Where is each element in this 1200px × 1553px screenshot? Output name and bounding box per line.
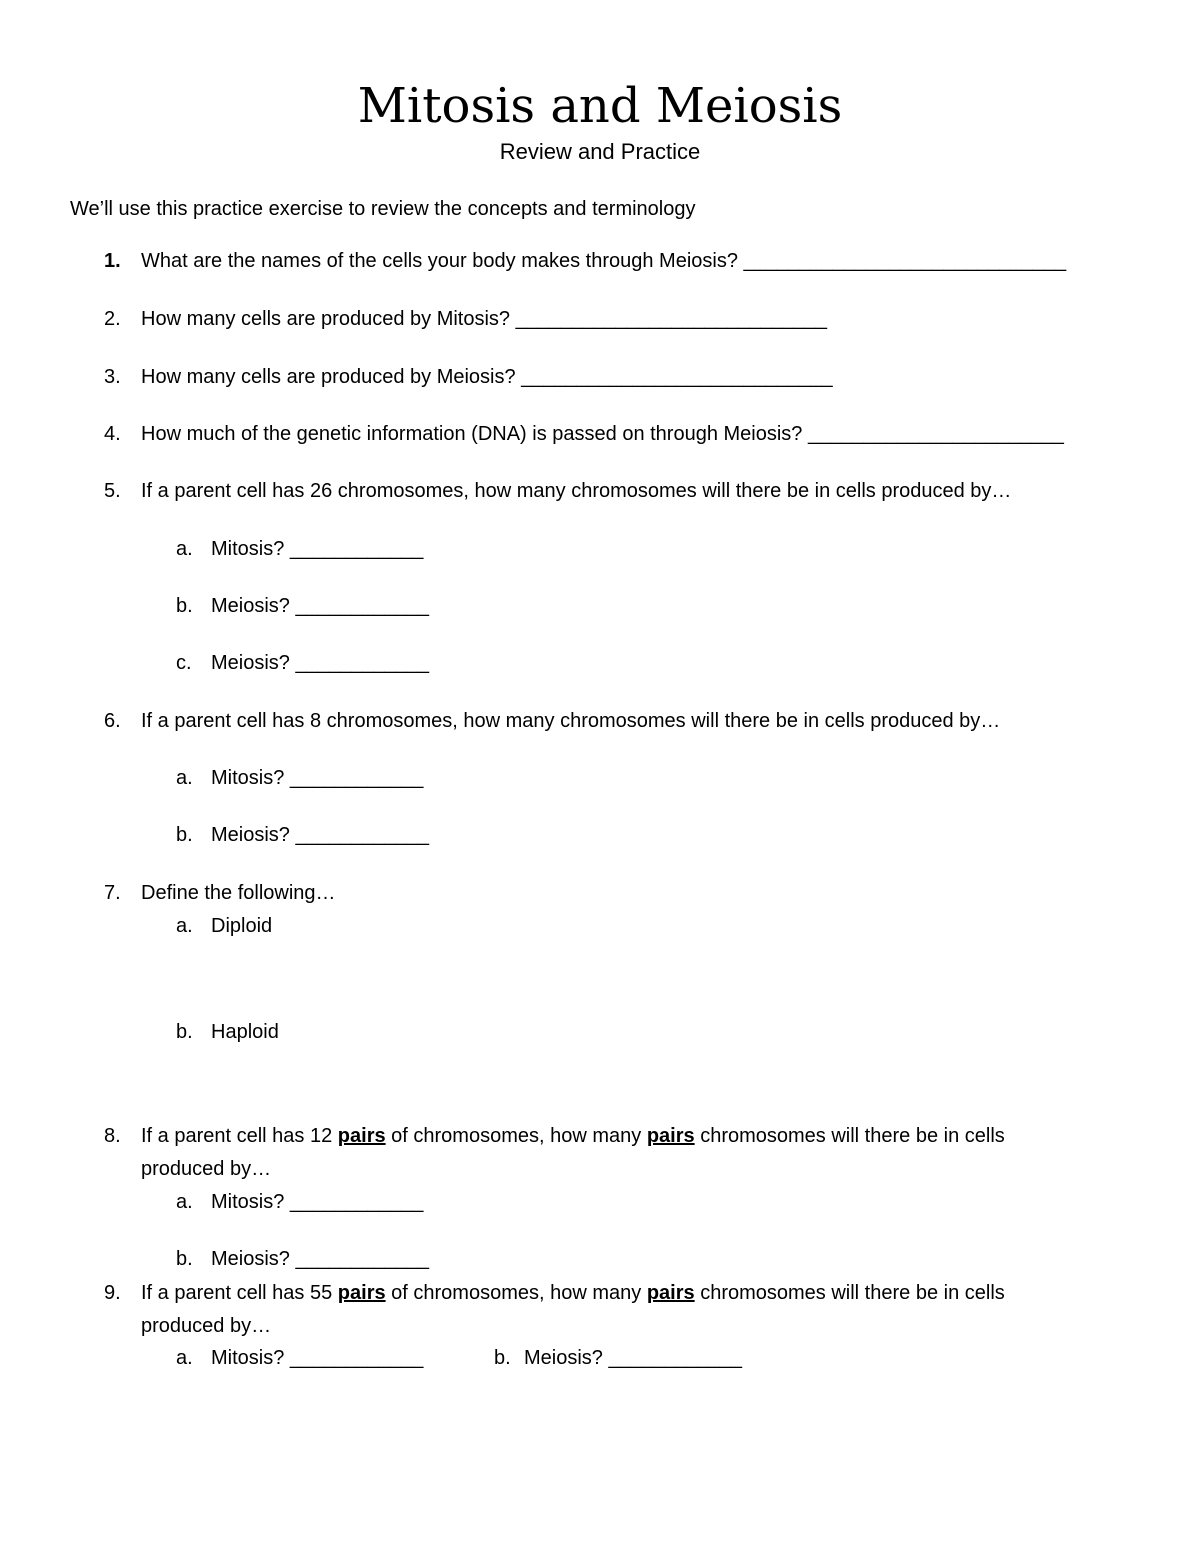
- question-number: 3.: [104, 366, 121, 388]
- sub-text: Meiosis?: [211, 652, 296, 674]
- answer-blank[interactable]: ____________: [608, 1347, 742, 1369]
- question-text: How many cells are produced by Mitosis?: [141, 308, 516, 330]
- sub-letter: b.: [494, 1347, 511, 1369]
- question-number: 1.: [104, 250, 121, 272]
- question-text: produced by…: [141, 1158, 272, 1180]
- sub-letter: c.: [176, 652, 192, 674]
- sub-letter: a.: [176, 538, 193, 560]
- sub-text: Mitosis?: [211, 1347, 290, 1369]
- answer-blank[interactable]: ____________________________: [521, 366, 833, 388]
- question-number: 6.: [104, 710, 121, 732]
- sub-text: Meiosis?: [211, 824, 296, 846]
- question-text: If a parent cell has 55: [141, 1282, 338, 1304]
- question-number: 5.: [104, 480, 121, 502]
- question-text: If a parent cell has 12: [141, 1125, 338, 1147]
- question-text: produced by…: [141, 1315, 272, 1337]
- page-title: Mitosis and Meiosis: [357, 78, 843, 134]
- question-text: If a parent cell has 26 chromosomes, how many chromosomes will there be in cells produced by…: [141, 480, 1012, 502]
- sub-letter: a.: [176, 1191, 193, 1213]
- sub-letter: a.: [176, 1347, 193, 1369]
- question-number: 9.: [104, 1282, 121, 1304]
- answer-blank[interactable]: ____________: [289, 1191, 424, 1213]
- emphasis-pairs: pairs: [337, 1282, 386, 1304]
- question-number: 7.: [104, 882, 121, 904]
- question-text: of chromosomes, how many: [385, 1125, 647, 1147]
- question-number: 2.: [104, 308, 121, 330]
- sub-letter: a.: [176, 767, 193, 789]
- sub-text: Meiosis?: [211, 1248, 296, 1270]
- answer-blank[interactable]: _____________________________: [743, 250, 1067, 272]
- emphasis-pairs: pairs: [337, 1125, 386, 1147]
- answer-blank[interactable]: ____________: [289, 767, 424, 789]
- answer-blank[interactable]: _______________________: [807, 423, 1064, 445]
- sub-text: Mitosis?: [211, 767, 290, 789]
- sub-letter: b.: [176, 1021, 193, 1043]
- question-text: Define the following…: [141, 882, 336, 904]
- sub-letter: b.: [176, 595, 193, 617]
- answer-blank[interactable]: ____________: [295, 652, 429, 674]
- sub-letter: b.: [176, 1248, 193, 1270]
- question-text: What are the names of the cells your body makes through Meiosis?: [141, 250, 744, 272]
- question-text: How much of the genetic information (DNA) is passed on through Meiosis?: [141, 423, 808, 445]
- sub-letter: b.: [176, 824, 193, 846]
- question-text: of chromosomes, how many: [385, 1282, 647, 1304]
- sub-text: Mitosis?: [211, 1191, 290, 1213]
- question-text: How many cells are produced by Meiosis?: [141, 366, 522, 388]
- emphasis-pairs: pairs: [646, 1125, 695, 1147]
- sub-text: Meiosis?: [211, 595, 296, 617]
- sub-text: Diploid: [211, 915, 273, 937]
- question-number: 8.: [104, 1125, 121, 1147]
- page-subtitle: Review and Practice: [499, 139, 701, 164]
- answer-blank[interactable]: ____________________________: [515, 308, 828, 330]
- answer-blank[interactable]: ____________: [289, 538, 424, 560]
- question-number: 4.: [104, 423, 121, 445]
- intro-text: We’ll use this practice exercise to review the concepts and terminology: [70, 198, 696, 220]
- sub-letter: a.: [176, 915, 193, 937]
- question-text: chromosomes will there be in cells: [694, 1282, 1005, 1304]
- answer-blank[interactable]: ____________: [289, 1347, 424, 1369]
- emphasis-pairs: pairs: [646, 1282, 695, 1304]
- sub-text: Mitosis?: [211, 538, 290, 560]
- question-text: If a parent cell has 8 chromosomes, how many chromosomes will there be in cells produced by…: [141, 710, 1001, 732]
- sub-text: Haploid: [211, 1021, 279, 1043]
- question-text: chromosomes will there be in cells: [694, 1125, 1005, 1147]
- answer-blank[interactable]: ____________: [295, 595, 429, 617]
- answer-blank[interactable]: ____________: [295, 824, 429, 846]
- answer-blank[interactable]: ____________: [295, 1248, 429, 1270]
- sub-text: Meiosis?: [524, 1347, 609, 1369]
